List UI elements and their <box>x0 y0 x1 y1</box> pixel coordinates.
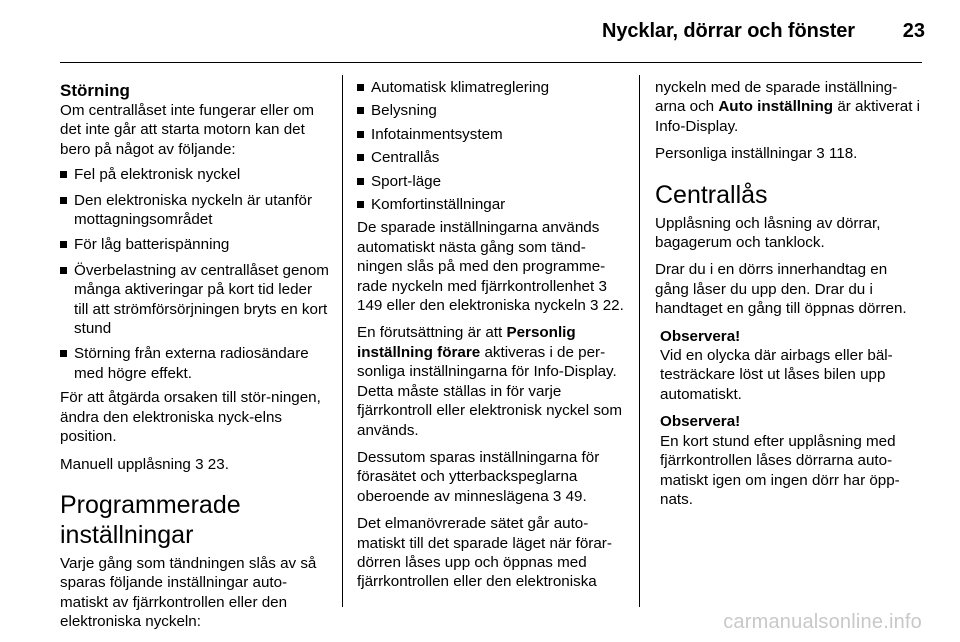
header-title: Nycklar, dörrar och fönster <box>602 20 855 42</box>
note-text: Vid en olycka där airbags eller bäl-testräckare löst ut låses bilen upp automatiskt. <box>660 347 893 403</box>
setting-name: Personlig inställning förare <box>357 324 576 361</box>
page-ref-arrow-icon: 3 <box>552 487 562 505</box>
list-item: Komfortinställningar <box>357 195 629 214</box>
paragraph: nyckeln med de sparade inställning-arna och Auto inställning är aktiverat i Info-Display. <box>655 79 921 135</box>
paragraph: De sparade inställningarna används automatiskt nästa gång som tänd-ningen slås på med den programme-rade nyckeln med fjärrkontrollenhet 3 149 eller den elektroniska nyckeln 3 22. <box>357 219 624 315</box>
column-divider-1 <box>342 75 343 607</box>
reference-text: Personliga inställningar <box>655 145 813 163</box>
header-rule <box>60 62 922 63</box>
section-heading-storning: Störning <box>60 81 130 100</box>
column-divider-2 <box>639 75 640 607</box>
paragraph: Upplåsning och låsning av dörrar, bagagerum och tanklock. <box>655 214 881 252</box>
page-ref-arrow-icon: 3 <box>590 297 599 315</box>
note-title: Observera! <box>660 413 741 431</box>
list-item: Störning från externa radiosändare med högre effekt. <box>60 344 330 383</box>
reference-text: Manuell upplåsning <box>60 455 191 473</box>
page-number: 23 <box>902 20 925 42</box>
reference-line <box>60 455 330 474</box>
reference-page[interactable]: 118. <box>828 145 858 163</box>
list-item: Infotainmentsystem <box>357 125 629 144</box>
list-item: Överbelastning av centrallåset genom många aktiveringar på kort tid leder till att strömförsörjningen bryts en kort stund <box>60 261 330 339</box>
section-heading-programmerade: Programmerade inställningar <box>60 490 241 549</box>
reference-page[interactable]: 22. <box>602 297 624 315</box>
list-item: Belysning <box>357 101 629 120</box>
list-item: Automatisk klimatreglering <box>357 78 629 97</box>
reference-page[interactable]: 23. <box>207 455 229 473</box>
note-box <box>660 327 923 405</box>
paragraph: Drar du i en dörrs innerhandtag en gång låser du upp den. Drar du i handtaget en gång till öppnas dörren. <box>655 261 907 318</box>
column-1 <box>60 81 330 640</box>
page-ref-arrow-icon: 3 <box>195 455 204 473</box>
reference-text[interactable]: 149 eller den elektroniska nyckeln <box>357 297 586 315</box>
column-2 <box>357 78 629 600</box>
column-3 <box>655 78 923 517</box>
page-ref-arrow-icon: 3 <box>598 277 607 295</box>
cause-list <box>60 165 330 383</box>
note-title: Observera! <box>660 327 741 345</box>
reference-page[interactable]: 49. <box>565 487 587 505</box>
section-heading-centrallas: Centrallås <box>655 180 768 209</box>
note-text: En kort stund efter upplåsning med fjärrkontrollen låses dörrarna auto-matiskt igen om ingen dörr har öpp-nats. <box>660 432 900 508</box>
list-item: Sport-läge <box>357 172 629 191</box>
list-item: Fel på elektronisk nyckel <box>60 165 330 184</box>
paragraph: Det elmanövrerade sätet går auto-matiskt till det sparade läget när förar-dörren låses upp och öppnas med fjärrkontrollen eller den elektroniska <box>357 515 612 591</box>
list-item: Centrallås <box>357 148 629 167</box>
page-ref-arrow-icon: 3 <box>816 145 825 163</box>
note-box <box>660 412 923 509</box>
paragraph: Om centrallåset inte fungerar eller om det inte går att starta motorn kan det bero på något av följande: <box>60 102 315 158</box>
paragraph: För att åtgärda orsaken till stör-ningen, ändra den elektroniska nyck-elns position. <box>60 389 321 446</box>
paragraph: En förutsättning är att Personlig inställning förare aktiveras i de per-sonliga inställningarna för Info-Display. Detta måste ställas in för varje fjärrkontroll eller elektronisk nyckel som används. <box>357 324 623 439</box>
list-item: Den elektroniska nyckeln är utanför mottagningsområdet <box>60 191 330 230</box>
watermark: carmanualsonline.info <box>723 611 922 633</box>
paragraph: Varje gång som tändningen slås av så sparas följande inställningar auto-matiskt av fjärrkontrollen eller den elektroniska nyckeln: <box>60 554 317 631</box>
list-item: För låg batterispänning <box>60 235 330 254</box>
reference-line <box>655 144 923 163</box>
setting-name: Auto inställning <box>718 98 834 116</box>
paragraph: Dessutom sparas inställningarna för förasätet och ytterbackspeglarna oberoende av minneslägena 3 49. <box>357 448 600 505</box>
settings-list <box>357 78 629 214</box>
